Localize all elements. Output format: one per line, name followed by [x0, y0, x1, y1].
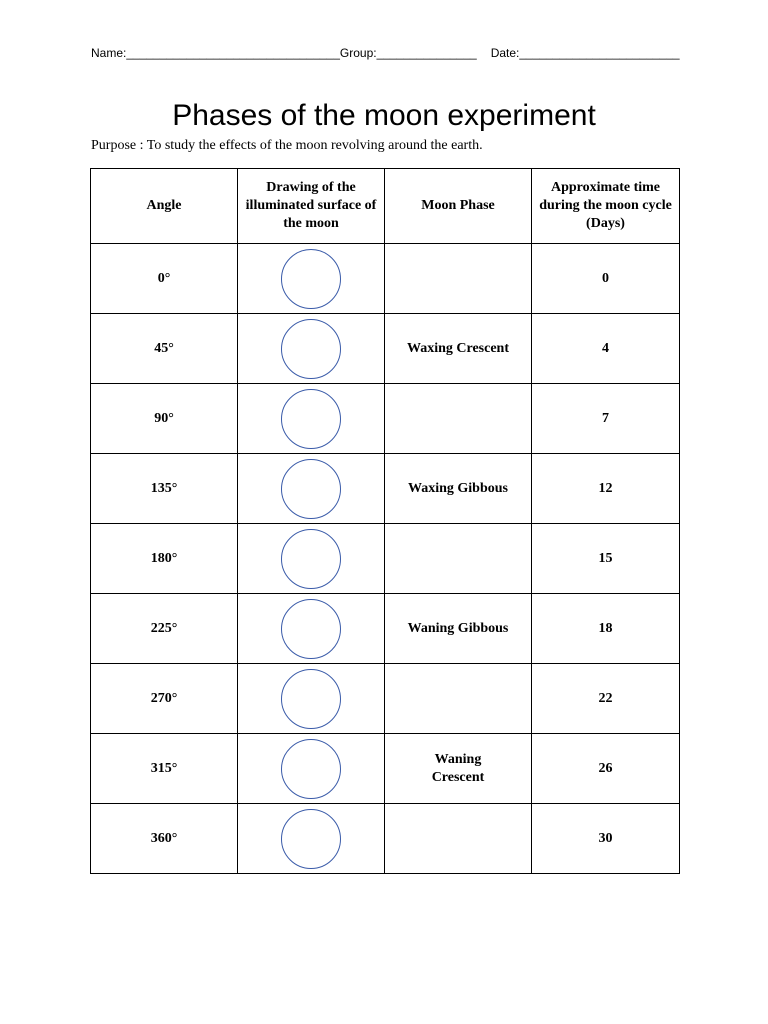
moon-phase-cell: Waning Crescent — [385, 734, 532, 804]
table-row — [91, 314, 680, 384]
drawing-cell — [238, 244, 385, 314]
angle-cell: 135° — [91, 454, 238, 524]
moon-phase-cell — [385, 384, 532, 454]
table-row — [91, 454, 680, 524]
moon-phase-cell — [385, 664, 532, 734]
moon-drawing-circle — [281, 739, 341, 799]
moon-drawing-circle — [281, 249, 341, 309]
drawing-cell — [238, 454, 385, 524]
name-field-label: Name:________________________________ — [91, 46, 340, 60]
moon-drawing-circle — [281, 809, 341, 869]
purpose-text: Purpose : To study the effects of the moon revolving around the earth. — [91, 138, 483, 153]
column-header-drawing: Drawing of the illuminated surface of the moon — [238, 169, 385, 244]
group-field-label: Group:_______________ — [339, 46, 477, 60]
column-header-angle: Angle — [91, 169, 238, 244]
days-cell: 7 — [532, 384, 680, 454]
table-row — [91, 664, 680, 734]
drawing-cell — [238, 524, 385, 594]
moon-drawing-circle — [281, 459, 341, 519]
moon-phase-cell — [385, 524, 532, 594]
drawing-cell — [238, 664, 385, 734]
column-header-days: Approximate time during the moon cycle (Days) — [532, 169, 680, 244]
days-cell: 22 — [532, 664, 680, 734]
table-row — [91, 594, 680, 664]
moon-phase-cell — [385, 804, 532, 874]
angle-cell: 45° — [91, 314, 238, 384]
table-row — [91, 734, 680, 804]
drawing-cell — [238, 314, 385, 384]
angle-cell: 270° — [91, 664, 238, 734]
table-row — [91, 244, 680, 314]
date-field-label: Date:________________________ — [490, 46, 680, 60]
table-header-row — [91, 169, 680, 244]
drawing-cell — [238, 734, 385, 804]
angle-cell: 315° — [91, 734, 238, 804]
table-body — [91, 244, 680, 874]
angle-cell: 0° — [91, 244, 238, 314]
moon-drawing-circle — [281, 599, 341, 659]
days-cell: 18 — [532, 594, 680, 664]
moon-drawing-circle — [281, 319, 341, 379]
moon-drawing-circle — [281, 669, 341, 729]
moon-drawing-circle — [281, 529, 341, 589]
table-row — [91, 804, 680, 874]
drawing-cell — [238, 804, 385, 874]
moon-phase-cell: Waxing Gibbous — [385, 454, 532, 524]
column-header-moon-phase: Moon Phase — [385, 169, 532, 244]
moon-phase-cell: Waxing Crescent — [385, 314, 532, 384]
page-title: Phases of the moon experiment — [172, 99, 596, 132]
drawing-cell — [238, 594, 385, 664]
angle-cell: 360° — [91, 804, 238, 874]
angle-cell: 90° — [91, 384, 238, 454]
days-cell: 4 — [532, 314, 680, 384]
angle-cell: 225° — [91, 594, 238, 664]
table-row — [91, 524, 680, 594]
drawing-cell — [238, 384, 385, 454]
moon-phase-cell — [385, 244, 532, 314]
moon-drawing-circle — [281, 389, 341, 449]
header-fields — [91, 46, 691, 60]
days-cell: 0 — [532, 244, 680, 314]
moon-phase-cell: Waning Gibbous — [385, 594, 532, 664]
days-cell: 30 — [532, 804, 680, 874]
days-cell: 15 — [532, 524, 680, 594]
moon-phases-table — [90, 168, 680, 874]
table-row — [91, 384, 680, 454]
days-cell: 26 — [532, 734, 680, 804]
angle-cell: 180° — [91, 524, 238, 594]
days-cell: 12 — [532, 454, 680, 524]
